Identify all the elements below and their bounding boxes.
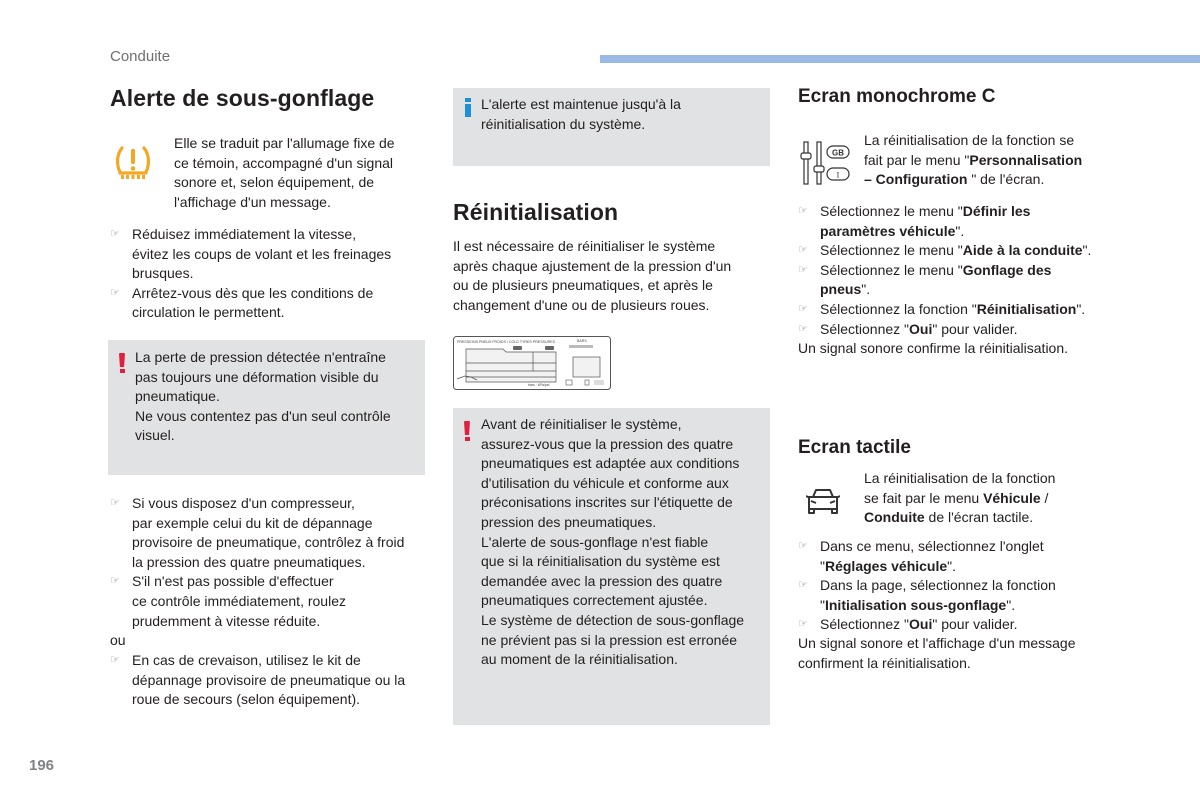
settings-menu-icon: [800, 140, 852, 188]
list-item: [798, 615, 1056, 635]
compressor-list: [110, 494, 404, 631]
puncture-list: [110, 651, 405, 710]
text-run: " pour valider.: [932, 320, 1018, 337]
text-run: de l'écran tactile.: [924, 509, 1034, 526]
touch-steps-list: [798, 537, 1056, 635]
exclamation-icon: [464, 421, 470, 441]
menu-name: Conduite: [864, 509, 925, 526]
pointing-hand-icon: ☞: [110, 497, 120, 509]
text-run: ".: [1076, 300, 1086, 317]
list-line: En cas de crevaison, utilisez le kit de: [132, 652, 361, 668]
list-line: la pression des quatre pneumatiques.: [132, 553, 366, 570]
pointing-hand-icon: ☞: [110, 286, 120, 299]
warning-text: [481, 415, 744, 670]
warning-line: Avant de réinitialiser le système,: [481, 416, 682, 432]
intro-line: La réinitialisation de la fonction se: [864, 132, 1075, 148]
or-text: ou: [110, 632, 126, 648]
list-line: provisoire de pneumatique, contrôlez à froid: [132, 534, 405, 551]
label-right-caption: BARS: [577, 339, 587, 343]
intro-line: Elle se traduit par l'allumage fixe de: [174, 135, 395, 151]
warning-line: au moment de la réinitialisation.: [481, 651, 678, 668]
text-run: ".: [947, 557, 957, 574]
text-run: /: [1040, 489, 1049, 506]
list-line: par exemple celui du kit de dépannage: [132, 514, 373, 531]
mono-intro: [864, 131, 1082, 190]
text-run: ".: [861, 281, 871, 298]
intro-line: [864, 489, 1055, 509]
list-line: [820, 300, 1091, 320]
list-line: brusques.: [132, 265, 194, 282]
text-run: Sélectionnez ": [820, 320, 910, 337]
conclusion-line: confirment la réinitialisation.: [798, 654, 971, 671]
list-line: prudemment à vitesse réduite.: [132, 612, 321, 629]
tyre-pressure-label-image: [453, 336, 611, 390]
menu-name: pneus: [820, 281, 862, 298]
list-item: [110, 494, 404, 572]
pointing-hand-icon: ☞: [798, 302, 808, 315]
intro-line: changement d'une ou de plusieurs roues.: [453, 296, 710, 313]
touch-screen-title: Ecran tactile: [798, 437, 911, 458]
text-run: ".: [1082, 242, 1092, 259]
info-line: réinitialisation du système.: [481, 115, 646, 132]
warning-line: La perte de pression détectée n'entraîne: [135, 349, 386, 365]
mono-screen-title: Ecran monochrome C: [798, 86, 996, 107]
menu-name: Aide à la conduite: [962, 242, 1083, 259]
menu-name: Personnalisation: [969, 151, 1083, 168]
text-run: ".: [1006, 596, 1016, 613]
menu-name: Initialisation sous-gonflage: [824, 596, 1007, 613]
pointing-hand-icon: ☞: [798, 263, 808, 276]
intro-line: [864, 508, 1055, 528]
list-item: [110, 572, 404, 631]
menu-name: Réglages véhicule: [824, 557, 948, 574]
intro-line: La réinitialisation de la fonction: [864, 470, 1056, 486]
list-line: dépannage provisoire de pneumatique ou la: [132, 671, 406, 688]
pointing-hand-icon: ☞: [798, 205, 808, 217]
list-item: [798, 537, 1056, 576]
text-run: Sélectionnez le menu ": [820, 261, 963, 278]
icon-label-gb: GB: [832, 148, 844, 158]
pointing-hand-icon: ☞: [798, 322, 808, 335]
list-line: Dans ce menu, sélectionnez l'onglet: [820, 538, 1044, 554]
pointing-hand-icon: ☞: [798, 540, 808, 552]
reset-warning-box: [453, 408, 770, 725]
list-item: [798, 261, 1091, 300]
warning-line: pas toujours une déformation visible du: [135, 368, 379, 385]
intro-line: sonore et, selon équipement, de: [174, 174, 375, 191]
pointing-hand-icon: ☞: [110, 654, 120, 666]
text-run: ": [820, 557, 825, 574]
list-line: S'il n'est pas possible d'effectuer: [132, 573, 334, 590]
intro-line: après chaque ajustement de la pression d'un: [453, 257, 732, 274]
warning-text: [135, 348, 391, 446]
list-item: [798, 576, 1056, 615]
warning-line: L'alerte de sous-gonflage n'est fiable: [481, 533, 709, 550]
warning-line: demandée avec la pression des quatre: [481, 572, 723, 589]
list-line: [820, 222, 1091, 242]
list-item: [798, 241, 1091, 261]
menu-name: Oui: [909, 320, 933, 337]
intro-line: ce témoin, accompagné d'un signal: [174, 154, 394, 171]
mono-conclusion: Un signal sonore confirme la réinitialisation.: [798, 340, 1069, 356]
warning-line: préconisations inscrites sur l'étiquette de: [481, 494, 733, 511]
warning-line: Le système de détection de sous-gonflage: [481, 611, 745, 628]
page-number: 196: [29, 757, 55, 774]
list-line: [820, 261, 1091, 281]
menu-name: Réinitialisation: [976, 300, 1077, 317]
text-run: Sélectionnez le menu ": [820, 242, 963, 259]
warning-line: visuel.: [135, 427, 175, 444]
label-units: bars · kPa/psi: [528, 383, 550, 387]
list-line: [820, 280, 1091, 300]
intro-line: l'affichage d'un message.: [174, 193, 331, 210]
warning-line: ne prévient pas si la pression est erronée: [481, 631, 738, 648]
list-line: [820, 320, 1091, 340]
text-run: " pour valider.: [932, 616, 1018, 633]
intro-line: [864, 151, 1082, 171]
list-line: [820, 241, 1091, 261]
warning-line: pneumatiques correctement ajustée.: [481, 592, 708, 609]
menu-name: Gonflage des: [962, 261, 1052, 278]
warning-line: pneumatique.: [135, 388, 220, 405]
list-line: roue de secours (selon équipement).: [132, 691, 361, 708]
warning-line: pneumatiques est adaptée aux conditions: [481, 455, 740, 472]
menu-name: Définir les: [962, 203, 1031, 219]
pointing-hand-icon: ☞: [110, 228, 120, 240]
list-line: [820, 615, 1056, 635]
list-line: Arrêtez-vous dès que les conditions de: [132, 284, 374, 301]
list-line: Si vous disposez d'un compresseur,: [132, 495, 355, 511]
pointing-hand-icon: ☞: [798, 579, 808, 592]
list-line: ce contrôle immédiatement, roulez: [132, 592, 346, 609]
list-line: [820, 596, 1056, 616]
alert-intro: [174, 134, 395, 212]
list-item: [110, 225, 391, 284]
touch-conclusion: [798, 634, 1075, 673]
intro-line: [864, 170, 1082, 190]
info-icon: [465, 98, 471, 117]
reset-intro: [453, 237, 731, 315]
list-item: [798, 320, 1091, 340]
tire-pressure-warning-icon: [113, 142, 153, 184]
text-run: Sélectionnez le menu ": [820, 203, 963, 219]
warning-line: d'utilisation du véhicule et conforme aux: [481, 474, 729, 491]
menu-name: – Configuration: [864, 171, 968, 188]
text-run: se fait par le menu: [864, 489, 984, 506]
pointing-hand-icon: ☞: [110, 575, 120, 588]
pointing-hand-icon: ☞: [798, 244, 808, 257]
alert-title: Alerte de sous-gonflage: [110, 85, 375, 111]
list-item: [110, 284, 391, 323]
list-item: [798, 202, 1091, 241]
touch-intro: [864, 469, 1055, 528]
text-run: Sélectionnez ": [820, 616, 910, 633]
text-run: Sélectionnez la fonction ": [820, 300, 977, 317]
menu-name: Véhicule: [983, 489, 1041, 506]
warning-line: Ne vous contentez pas d'un seul contrôle: [135, 407, 391, 424]
list-line: Réduisez immédiatement la vitesse,: [132, 226, 357, 242]
label-caption: PRESSIONS PNEUS FROIDS / COLD TYRES PRESSURES: [457, 340, 555, 344]
intro-line: ou de plusieurs pneumatiques, et après le: [453, 277, 713, 294]
section-label: Conduite: [110, 48, 171, 65]
info-text: [481, 95, 681, 134]
menu-name: paramètres véhicule: [820, 222, 956, 239]
warning-line: pression des pneumatiques.: [481, 513, 657, 530]
list-line: [820, 202, 1091, 222]
text-run: ".: [955, 222, 965, 239]
alert-actions-list: [110, 225, 391, 323]
list-item: [798, 300, 1091, 320]
pointing-hand-icon: ☞: [798, 618, 808, 631]
info-box: [453, 88, 770, 166]
text-run: " de l'écran.: [967, 171, 1045, 188]
mono-steps-list: [798, 202, 1091, 339]
conclusion-line: Un signal sonore et l'affichage d'un message: [798, 635, 1076, 651]
intro-line: Il est nécessaire de réinitialiser le système: [453, 238, 716, 254]
warning-line: que si la réinitialisation du système est: [481, 553, 720, 570]
pressure-warning-box: [108, 340, 425, 475]
text-run: fait par le menu ": [864, 151, 970, 168]
menu-name: Oui: [909, 616, 933, 633]
list-line: circulation le permettent.: [132, 304, 285, 321]
list-line: Dans la page, sélectionnez la fonction: [820, 577, 1056, 594]
list-line: évitez les coups de volant et les freinages: [132, 245, 392, 262]
list-item: [110, 651, 405, 710]
vehicle-icon: [806, 486, 840, 516]
list-line: [820, 557, 1056, 577]
exclamation-icon: [119, 353, 125, 373]
text-run: ": [820, 596, 825, 613]
header-accent-bar: [600, 55, 1200, 63]
warning-line: assurez-vous que la pression des quatre: [481, 435, 734, 452]
icon-label-i: I: [836, 170, 840, 180]
info-line: L'alerte est maintenue jusqu'à la: [481, 96, 681, 112]
reset-title: Réinitialisation: [453, 199, 619, 225]
